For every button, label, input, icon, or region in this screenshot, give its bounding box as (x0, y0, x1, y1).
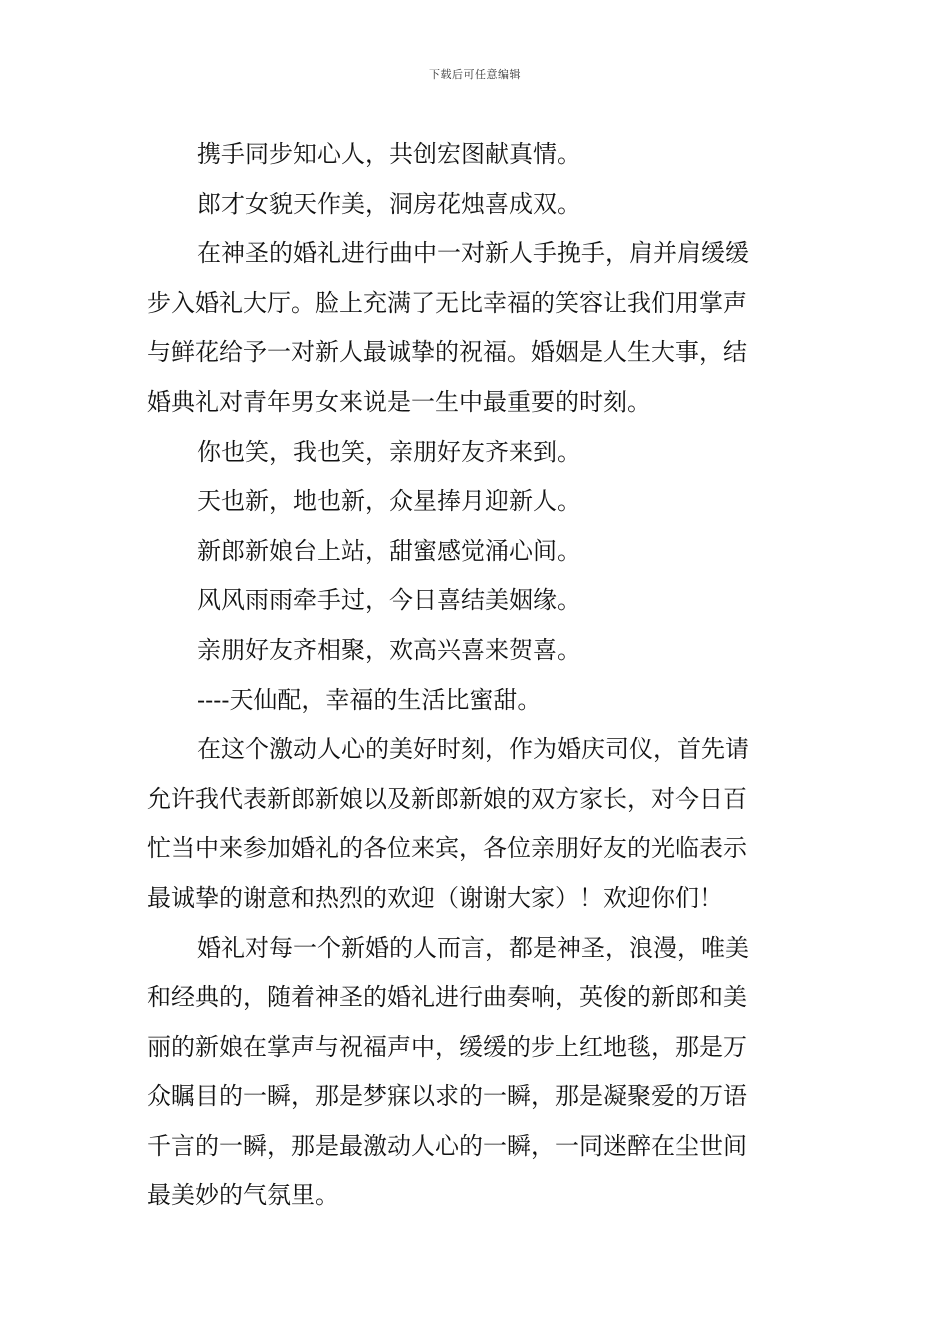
text-line: 众瞩目的一瞬，那是梦寐以求的一瞬，那是凝聚爱的万语 (147, 1082, 747, 1111)
text-line: 亲朋好友齐相聚，欢高兴喜来贺喜。 (197, 635, 581, 664)
text-line: 你也笑，我也笑，亲朋好友齐来到。 (197, 437, 581, 466)
text-line: 千言的一瞬，那是最激动人心的一瞬，一同迷醉在尘世间 (147, 1131, 747, 1160)
text-line: 最诚挚的谢意和热烈的欢迎（谢谢大家）！欢迎你们！ (147, 883, 723, 912)
text-line: 最美妙的气氛里。 (147, 1181, 339, 1210)
text-line: 婚典礼对青年男女来说是一生中最重要的时刻。 (147, 387, 651, 416)
text-line: 丽的新娘在掌声与祝福声中，缓缓的步上红地毯，那是万 (147, 1032, 747, 1061)
text-line: 新郎新娘台上站，甜蜜感觉涌心间。 (197, 536, 581, 565)
text-line: 在神圣的婚礼进行曲中一对新人手挽手，肩并肩缓缓 (197, 239, 749, 268)
text-line: 步入婚礼大厅。脸上充满了无比幸福的笑容让我们用掌声 (147, 288, 747, 317)
text-line: 和经典的，随着神圣的婚礼进行曲奏响，英俊的新郎和美 (147, 983, 747, 1012)
text-line: 郎才女貌天作美，洞房花烛喜成双。 (197, 189, 581, 218)
text-line: 携手同步知心人，共创宏图献真情。 (197, 140, 581, 168)
text-line: 与鲜花给予一对新人最诚挚的祝福。婚姻是人生大事，结 (147, 338, 747, 367)
page-header-note: 下载后可任意编辑 (429, 68, 521, 81)
text-line: 允许我代表新郎新娘以及新郎新娘的双方家长，对今日百 (147, 784, 747, 813)
document-body (147, 130, 807, 1221)
text-line: ----天仙配，幸福的生活比蜜甜。 (197, 685, 542, 714)
text-line: 天也新，地也新，众星捧月迎新人。 (197, 487, 581, 516)
text-line: 忙当中来参加婚礼的各位来宾，各位亲朋好友的光临表示 (147, 834, 747, 863)
text-line: 婚礼对每一个新婚的人而言，都是神圣，浪漫，唯美 (197, 933, 749, 962)
text-line: 在这个激动人心的美好时刻，作为婚庆司仪，首先请 (197, 735, 749, 764)
text-line: 风风雨雨牵手过，今日喜结美姻缘。 (197, 586, 581, 615)
